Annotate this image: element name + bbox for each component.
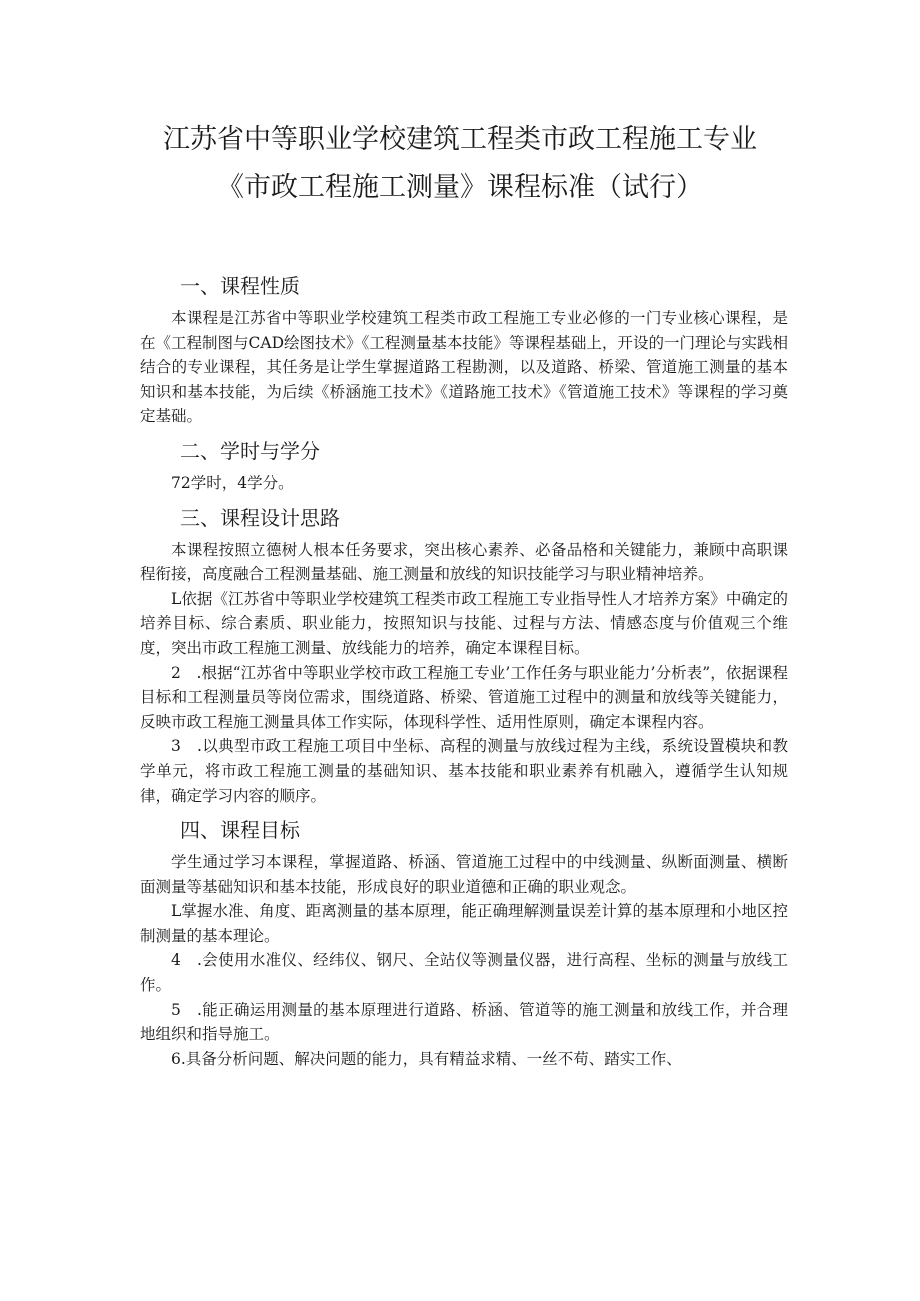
section-heading-design: 三、课程设计思路 — [180, 505, 340, 530]
section-heading-objectives: 四、课程目标 — [180, 818, 300, 843]
document-title-line-1: 江苏省中等职业学校建筑工程类市政工程施工专业 — [163, 124, 757, 155]
paragraph-objectives-item-4: 4 .会使用水准仪、经纬仪、钢尺、全站仪等测量仪器，进行高程、坐标的测量与放线工作。 — [140, 951, 788, 995]
section-heading-nature: 一、课程性质 — [180, 274, 300, 298]
paragraph-hours-credits: 72学时，4学分。 — [171, 473, 294, 492]
section-heading-hours-credits: 二、学时与学分 — [180, 438, 320, 463]
paragraph-objectives-intro: 学生通过学习本课程，掌握道路、桥涵、管道施工过程中的中线测量、纵断面测量、横断面测量等基础知识和基本技能，形成良好的职业道德和正确的职业观念。 — [140, 853, 788, 896]
paragraph-objectives-item-1: L掌握水准、角度、距离测量的基本原理，能正确理解测量误差计算的基本原理和小地区控制测量的基本理论。 — [140, 902, 788, 945]
paragraph-design-item-1: L依据《江苏省中等职业学校建筑工程类市政工程施工专业指导性人才培养方案》中确定的培养目标、综合素质、职业能力，按照知识与技能、过程与方法、情感态度与价值观三个维度，突出市政工程施工测量、放线能力的培养，确定本课程目标。 — [140, 589, 788, 657]
paragraph-objectives-item-6: 6.具备分析问题、解决问题的能力，具有精益求精、一丝不苟、踏实工作、 — [171, 1049, 682, 1068]
paragraph-design-item-2: 2 .根据“江苏省中等职业学校市政工程施工专业’工作任务与职业能力’分析表”，依据课程目标和工程测量员等岗位需求，围绕道路、桥梁、管道施工过程中的测量和放线等关键能力，反映市政工程施工测量具体工作实际，体现科学性、适用性原则，确定本课程内容。 — [140, 663, 788, 731]
paragraph-objectives-item-5: 5 .能正确运用测量的基本原理进行道路、桥涵、管道等的施工测量和放线工作，并合理地组织和指导施工。 — [140, 1000, 788, 1044]
paragraph-design-item-3: 3 .以典型市政工程施工项目中坐标、高程的测量与放线过程为主线，系统设置模块和教学单元，将市政工程施工测量的基础知识、基本技能和职业素养有机融入，遵循学生认知规律，确定学习内容的顺序。 — [140, 737, 788, 805]
paragraph-nature: 本课程是江苏省中等职业学校建筑工程类市政工程施工专业必修的一门专业核心课程，是在《工程制图与CAD绘图技术》《工程测量基本技能》等课程基础上，开设的一门理论与实践相结合的专业课程，其任务是让学生掌握道路工程勘测，以及道路、桥梁、管道施工测量的基本知识和基本技能，为后续《桥涵施工技术》《道路施工技术》《管道施工技术》等课程的学习奠定基础。 — [140, 309, 788, 426]
paragraph-design-intro: 本课程按照立德树人根本任务要求，突出核心素养、必备品格和关键能力，兼顾中高职课程衔接，高度融合工程测量基础、施工测量和放线的知识技能学习与职业精神培养。 — [140, 540, 788, 584]
document-body — [140, 272, 788, 1071]
document-title-line-2: 《市政工程施工测量》课程标准（试行） — [217, 172, 703, 203]
